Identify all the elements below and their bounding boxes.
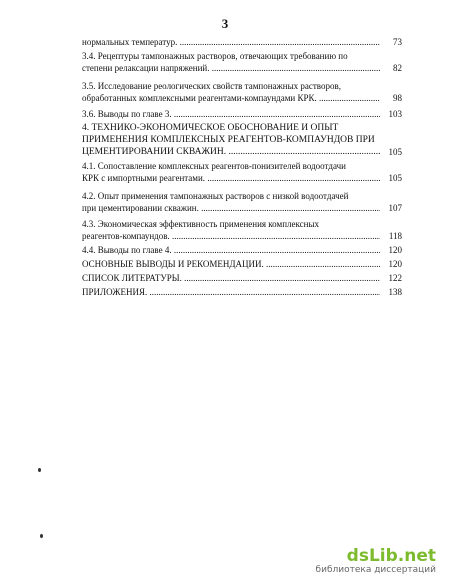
toc-entry-text: степени релаксации напряжений. .....: [82, 62, 380, 74]
toc-entry-text: 4. ТЕХНИКО-ЭКОНОМИЧЕСКОЕ ОБОСНОВАНИЕ И ОПЫТ: [82, 123, 339, 133]
toc-entry: [82, 272, 402, 284]
toc-entry-text: нормальных температур. .....: [82, 36, 380, 48]
toc-entry-page: 73: [393, 37, 402, 47]
toc-entry-text: 4.3. Экономическая эффективность применения комплексных: [82, 219, 320, 229]
toc-entry: [82, 190, 402, 214]
toc-entry-text: 4.4. Выводы по главе 4. .....: [82, 244, 380, 256]
toc-entry-page: 82: [393, 63, 402, 73]
toc-entry-text: ПРИЛОЖЕНИЯ. .....: [82, 286, 380, 298]
page-number: 3: [221, 16, 229, 31]
toc-entry-text: 3.5. Исследование реологических свойств тампонажных растворов,: [82, 81, 341, 91]
toc-entry-text: 3.4. Рецептуры тампонажных растворов, отвечающих требованию по: [82, 51, 348, 61]
scan-mark: [40, 534, 43, 538]
toc-entry-text: ЦЕМЕНТИРОВАНИИ СКВАЖИН. .....: [82, 146, 380, 158]
toc-entry: [82, 286, 402, 298]
toc-entry-page: 103: [388, 109, 402, 119]
toc-entry-page: 120: [388, 259, 402, 269]
toc-entry-page: 105: [388, 147, 402, 157]
scan-mark: [38, 468, 41, 472]
toc-entry-page: 105: [388, 173, 402, 183]
toc-entry-text: ОСНОВНЫЕ ВЫВОДЫ И РЕКОМЕНДАЦИИ. .....: [82, 258, 380, 270]
toc-entry: [82, 36, 402, 48]
toc-entry-page: 107: [388, 203, 402, 213]
toc-entry-text: 3.6. Выводы по главе 3. .....: [82, 108, 380, 120]
watermark-logo: dsLib.net: [346, 546, 436, 566]
toc-entry-page: 98: [393, 93, 402, 103]
toc-entry-text: ПРИМЕНЕНИЯ КОМПЛЕКСНЫХ РЕАГЕНТОВ-КОМПАУНДОВ ПРИ: [82, 135, 375, 145]
watermark-subtitle: библиотека диссертаций: [315, 565, 436, 575]
toc-entry: [82, 122, 402, 158]
toc-entry: [82, 218, 402, 242]
toc-entry-text: 4.2. Опыт применения тампонажных растворов с низкой водоотдачей: [82, 191, 349, 201]
toc-entry: [82, 80, 402, 104]
toc-entry-page: 120: [388, 245, 402, 255]
toc-entry: [82, 108, 402, 120]
toc-entry-text: при цементировании скважин. .....: [82, 202, 380, 214]
toc-entry-page: 138: [388, 287, 402, 297]
toc-entry-text: 4.1. Сопоставление комплексных реагентов-понизителей водоотдачи: [82, 161, 346, 171]
toc-entry-text: КРК с импортными реагентами. .....: [82, 172, 380, 184]
toc-entry-page: 122: [388, 273, 402, 283]
toc-entry-page: 118: [388, 231, 402, 241]
toc-entry: [82, 258, 402, 270]
watermark: [316, 547, 436, 576]
toc-entry-text: обработанных комплексными реагентами-компаундами КРК. .....: [82, 92, 380, 104]
toc-entry-text: реагентов-компаундов. .....: [82, 230, 380, 242]
toc-entry: [82, 244, 402, 256]
toc-entry-text: СПИСОК ЛИТЕРАТУРЫ. .....: [82, 272, 380, 284]
toc-entry: [82, 160, 402, 184]
toc-entry: [82, 50, 402, 74]
